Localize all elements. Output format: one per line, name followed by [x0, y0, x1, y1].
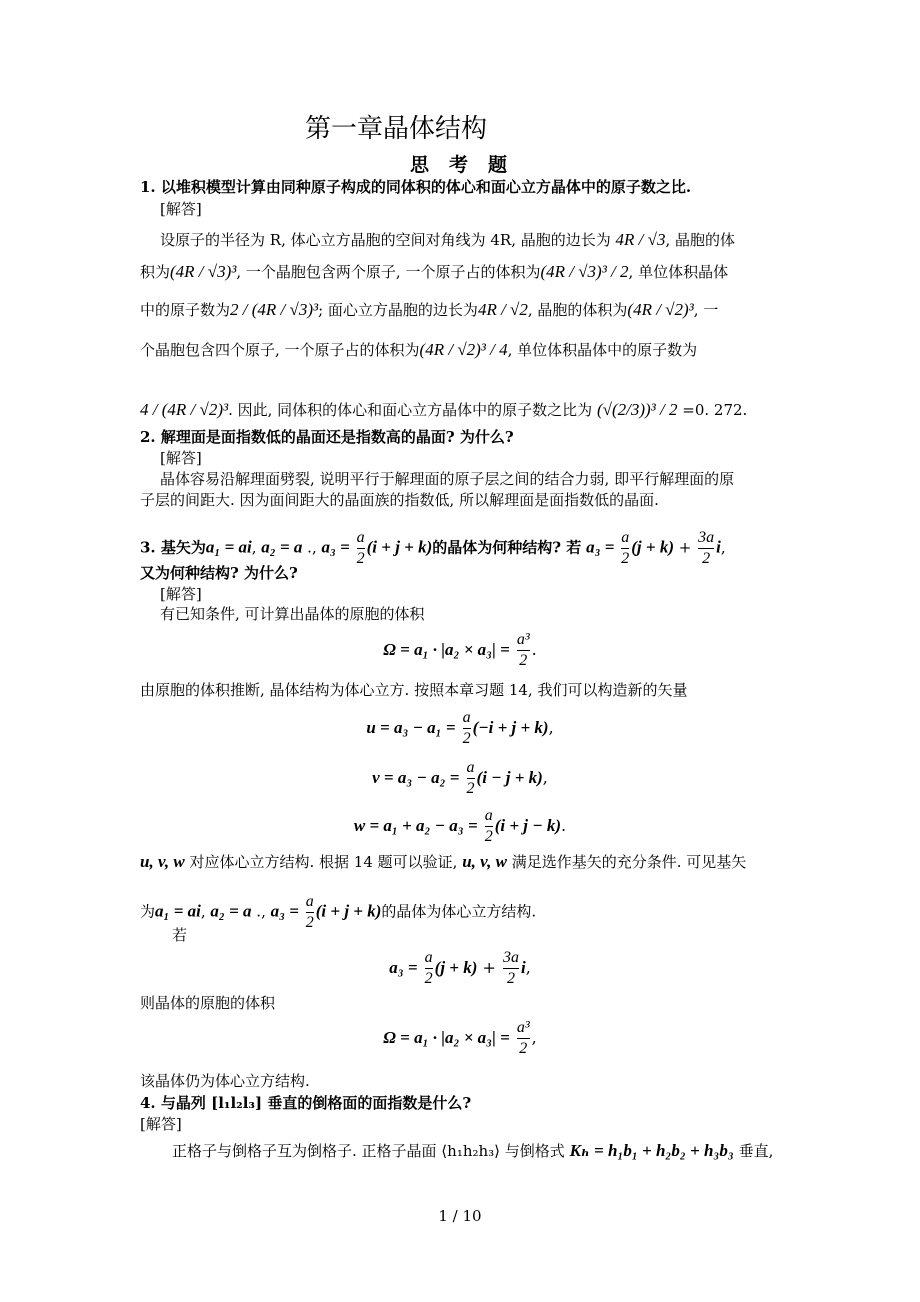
q4-line-1: 正格子与倒格子互为倒格子. 正格子晶面 ⟨h₁h₂h₃⟩ 与倒格式 Kₕ = h₁b₁ + h₂b₂ + h₃b₃ 垂直,	[172, 1141, 774, 1160]
section-subtitle: 思考题	[410, 154, 528, 176]
eq-u: u = a₃ − a₁ = $\frac{a}{2}$ (−i + j + k),	[366, 709, 554, 747]
q1-line-1: 设原子的半径为 R, 体心立方晶胞的空间对角线为 4R, 晶胞的边长为 4R / √3, 晶胞的体	[160, 230, 736, 249]
q3-line-4: 为a₁ = ai, a₂ = a ., a₃ = $\frac{a}{2}$ (i + j + k)的晶体为体心立方结构.	[140, 893, 537, 931]
answer-label: [解答]	[140, 1115, 182, 1133]
q2-line-2: 子层的间距大. 因为面间距大的晶面族的指数低, 所以解理面是面指数低的晶面.	[140, 491, 659, 509]
question-1: 1. 以堆积模型计算由同种原子构成的同体积的体心和面心立方晶体中的原子数之比.	[140, 178, 692, 196]
page-number: 1 / 10	[438, 1207, 482, 1225]
question-3-cont: 又为何种结构? 为什么?	[140, 564, 298, 582]
q3-line-1: 有已知条件, 可计算出晶体的原胞的体积	[160, 605, 425, 623]
q3-line-7: 该晶体仍为体心立方结构.	[140, 1072, 310, 1090]
q1-line-3: 中的原子数为2 / (4R / √3)³; 面心立方晶胞的边长为4R / √2, 晶胞的体积为(4R / √2)³, 一	[140, 300, 719, 319]
q3-line-3: u, v, w 对应体心立方结构. 根据 14 题可以验证, u, v, w 满足选作基矢的充分条件. 可见基矢	[140, 852, 747, 871]
q3-line-2: 由原胞的体积推断, 晶体结构为体心立方. 按照本章习题 14, 我们可以构造新的矢量	[140, 681, 688, 699]
eq-a3-alt: a₃ = $\frac{a}{2}$ (j + k) + $\frac{3a}{2}$ i,	[389, 949, 531, 987]
eq-v: v = a₃ − a₂ = $\frac{a}{2}$ (i − j + k),	[372, 759, 548, 797]
answer-label: [解答]	[160, 585, 202, 603]
question-4: 4. 与晶列 [l₁l₂l₃] 垂直的倒格面的面指数是什么?	[140, 1094, 472, 1112]
q2-line-1: 晶体容易沿解理面劈裂, 说明平行于解理面的原子层之间的结合力弱, 即平行解理面的原	[160, 470, 735, 488]
q3-line-5: 若	[172, 926, 188, 944]
eq-volume-1: Ω = a₁ · |a₂ × a₃| = $\frac{\text{a³}}{2}$ .	[383, 631, 537, 669]
question-2: 2. 解理面是面指数低的晶面还是指数高的晶面? 为什么?	[140, 428, 514, 446]
q1-line-4: 个晶胞包含四个原子, 一个原子占的体积为(4R / √2)³ / 4, 单位体积晶体中的原子数为	[140, 340, 698, 359]
answer-label: [解答]	[160, 200, 202, 218]
q3-line-6: 则晶体的原胞的体积	[140, 994, 276, 1012]
q1-line-5: 4 / (4R / √2)³. 因此, 同体积的体心和面心立方晶体中的原子数之比为 (√(2/3))³ / 2 =0. 272.	[140, 400, 748, 419]
q1-line-2: 积为(4R / √3)³, 一个晶胞包含两个原子, 一个原子占的体积为(4R / √3)³ / 2, 单位体积晶体	[140, 262, 729, 281]
eq-w: w = a₁ + a₂ − a₃ = $\frac{a}{2}$ (i + j − k).	[353, 807, 567, 845]
chapter-title: 第一章晶体结构	[305, 114, 488, 144]
eq-volume-2: Ω = a₁ · |a₂ × a₃| = $\frac{\text{a³}}{2}$ ,	[383, 1019, 537, 1057]
answer-label: [解答]	[160, 449, 202, 467]
question-3: 3. 基矢为a₁ = ai, a₂ = a ., a₃ = $\frac{a}{2}$ (i + j + k)的晶体为何种结构? 若 a₃ = $\frac{a}{2}$ (j + k) + $\frac{3a}{2}$ i,	[140, 529, 726, 567]
